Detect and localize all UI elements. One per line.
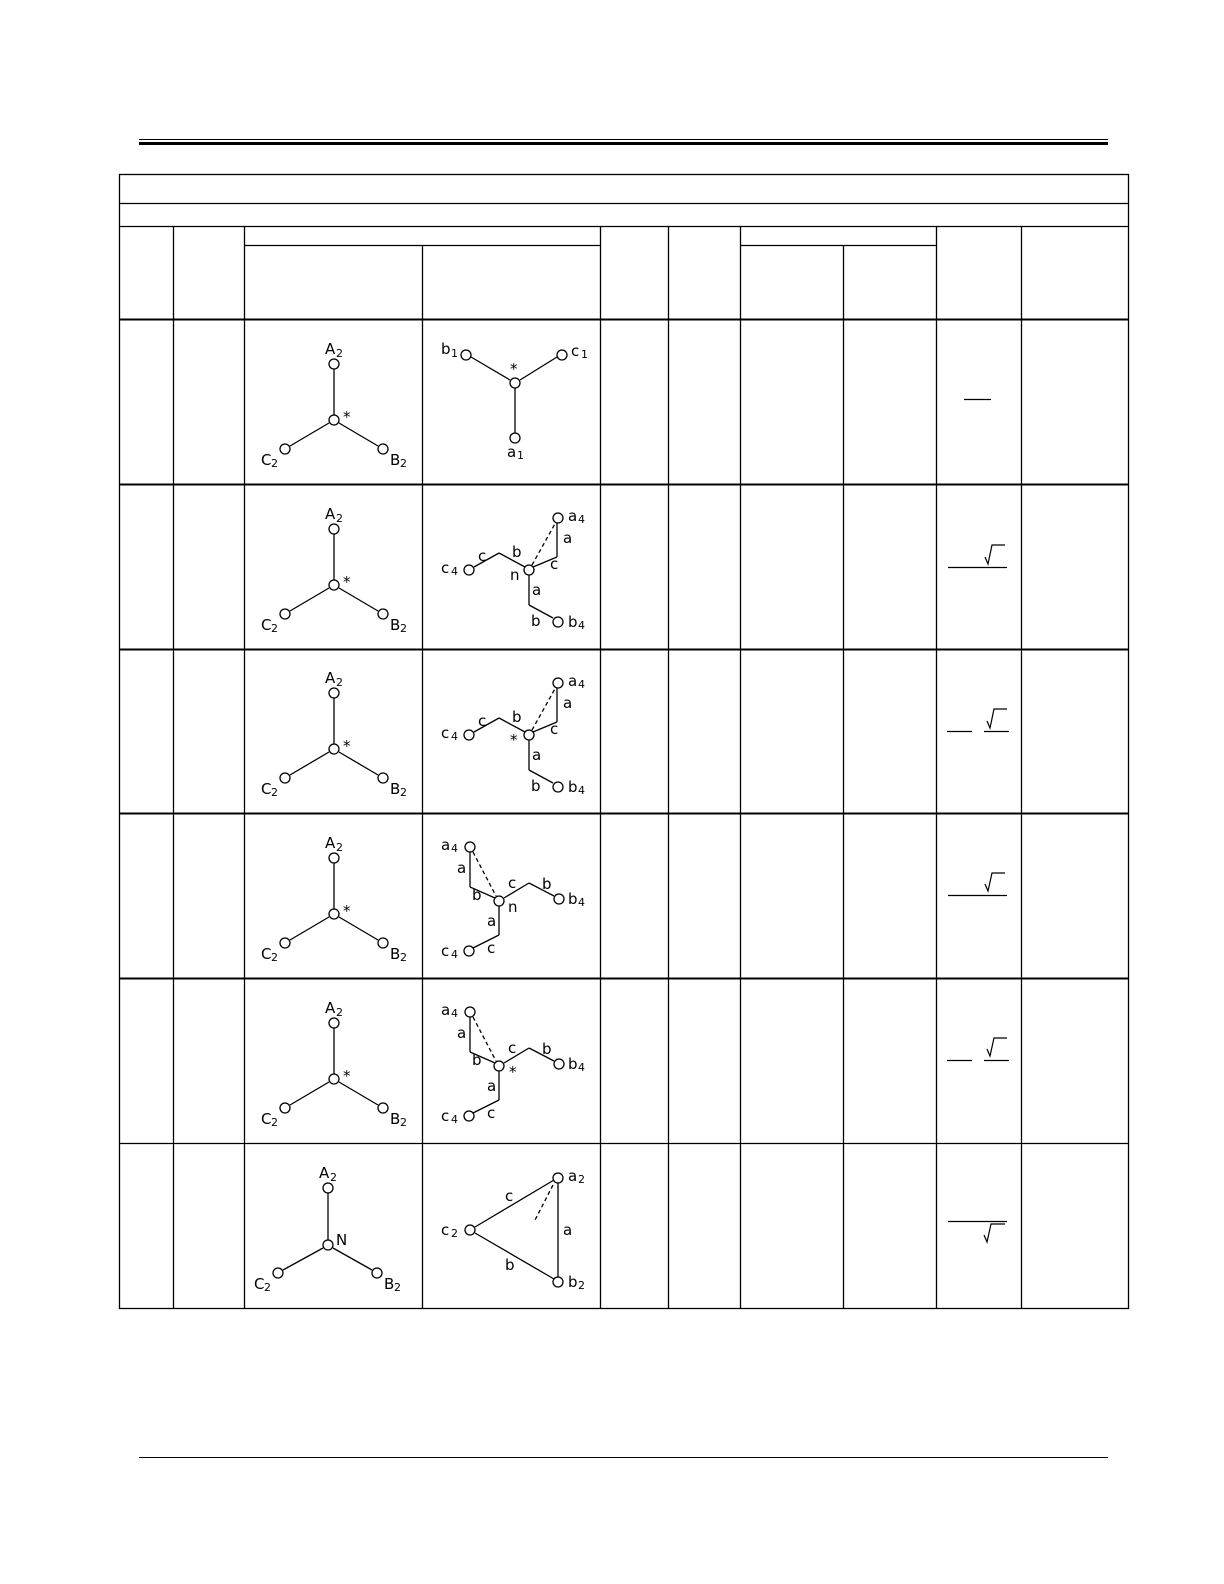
svg-text:a: a [441,836,451,854]
svg-text:b: b [531,612,541,630]
svg-text:b: b [568,1273,578,1291]
svg-text:1: 1 [581,348,588,361]
svg-text:c: c [478,547,487,565]
radical-fraction [947,1038,1009,1061]
row-4 [261,834,1007,964]
svg-text:B: B [390,616,401,634]
primary-diagram [261,669,407,799]
svg-text:c: c [550,720,559,738]
svg-text:a: a [487,1077,497,1095]
svg-text:A: A [319,1164,330,1182]
svg-text:2: 2 [336,347,343,360]
svg-text:c: c [441,1107,450,1125]
svg-text:B: B [384,1275,395,1293]
svg-text:*: * [343,737,351,755]
svg-text:4: 4 [451,1007,458,1020]
secondary-diagram [441,340,588,462]
svg-text:c: c [508,874,517,892]
row-6 [254,1164,1007,1294]
svg-text:4: 4 [578,619,585,632]
radical-fraction [948,873,1007,896]
svg-text:4: 4 [578,513,585,526]
label-star: * [343,408,351,426]
svg-text:*: * [343,1067,351,1085]
secondary-diagram [441,836,585,961]
svg-text:C: C [261,616,272,634]
svg-text:b: b [568,1055,578,1073]
svg-text:*: * [509,1063,517,1081]
svg-text:2: 2 [271,786,278,799]
svg-text:4: 4 [578,678,585,691]
svg-text:2: 2 [400,786,407,799]
svg-text:4: 4 [451,565,458,578]
svg-text:c: c [487,939,496,957]
svg-text:a: a [568,1167,578,1185]
svg-text:4: 4 [578,1061,585,1074]
svg-text:c: c [441,942,450,960]
secondary-diagram [441,1001,585,1126]
svg-text:2: 2 [271,1116,278,1129]
svg-text:A: A [325,999,336,1017]
label-neutral: N [336,1231,348,1249]
row-5 [261,999,1009,1129]
svg-text:2: 2 [400,457,407,470]
table-grid [119,175,1129,1309]
svg-text:b: b [512,708,522,726]
label-a2: A [325,340,336,358]
svg-text:c: c [478,712,487,730]
svg-text:A: A [325,834,336,852]
svg-text:2: 2 [336,841,343,854]
svg-text:B: B [390,780,401,798]
primary-diagram [261,505,407,635]
svg-text:2: 2 [271,457,278,470]
svg-text:4: 4 [451,842,458,855]
svg-text:B: B [390,945,401,963]
svg-text:c: c [505,1187,514,1205]
svg-text:c: c [441,724,450,742]
label-b2: B [390,451,401,469]
radical-fraction [948,1222,1007,1243]
label-star: * [510,360,518,378]
svg-text:C: C [261,1110,272,1128]
svg-text:2: 2 [271,951,278,964]
svg-text:A: A [325,505,336,523]
primary-diagram [261,999,407,1129]
svg-text:c: c [550,555,559,573]
svg-text:b: b [568,778,578,796]
row-2 [261,505,1007,635]
svg-text:a: a [563,529,573,547]
svg-text:a: a [563,1221,573,1239]
primary-diagram [254,1164,401,1294]
row-3 [261,669,1009,799]
svg-text:a: a [457,1024,467,1042]
label-a1: a [507,443,517,461]
svg-text:c: c [441,1221,450,1239]
node-a2 [329,359,339,369]
svg-text:2: 2 [400,951,407,964]
svg-text:C: C [261,780,272,798]
label-b1: b [441,340,451,358]
svg-text:2: 2 [336,1006,343,1019]
row-1 [261,340,991,470]
svg-text:2: 2 [394,1281,401,1294]
svg-text:b: b [472,886,482,904]
svg-text:2: 2 [578,1173,585,1186]
label-c1: c [571,342,580,360]
svg-text:a: a [532,746,542,764]
svg-text:2: 2 [330,1171,337,1184]
svg-text:4: 4 [451,730,458,743]
svg-text:a: a [568,672,578,690]
radical-fraction [947,709,1009,732]
node-neutral [329,415,339,425]
svg-text:2: 2 [264,1281,271,1294]
svg-text:c: c [487,1104,496,1122]
svg-text:2: 2 [400,1116,407,1129]
svg-text:4: 4 [451,1113,458,1126]
svg-text:4: 4 [578,784,585,797]
svg-text:4: 4 [578,896,585,909]
node-b2 [378,444,388,454]
svg-text:C: C [261,945,272,963]
svg-text:C: C [254,1275,265,1293]
svg-text:b: b [542,1040,552,1058]
svg-text:2: 2 [336,676,343,689]
svg-text:b: b [542,875,552,893]
label-c4: c [441,559,450,577]
svg-text:a: a [487,912,497,930]
svg-text:a: a [441,1001,451,1019]
primary-diagram [261,834,407,964]
svg-text:*: * [343,902,351,920]
svg-text:2: 2 [271,622,278,635]
secondary-diagram [441,507,585,632]
label-a4: a [568,507,578,525]
svg-text:*: * [510,731,518,749]
svg-text:b: b [531,777,541,795]
svg-text:a: a [532,581,542,599]
secondary-diagram [441,1167,585,1292]
svg-text:A: A [325,669,336,687]
svg-text:a: a [563,694,573,712]
svg-text:1: 1 [517,449,524,462]
svg-text:2: 2 [336,512,343,525]
svg-text:a: a [457,859,467,877]
svg-text:2: 2 [578,1279,585,1292]
svg-text:*: * [343,573,351,591]
svg-text:b: b [512,543,522,561]
node-c2 [280,444,290,454]
svg-text:B: B [390,1110,401,1128]
radical-fraction [948,545,1007,568]
svg-text:b: b [472,1051,482,1069]
primary-diagram [261,340,407,470]
svg-text:c: c [508,1039,517,1057]
label-neutral: n [510,566,520,584]
svg-text:n: n [508,898,518,916]
svg-text:4: 4 [451,948,458,961]
label-b4: b [568,613,578,631]
svg-text:b: b [568,890,578,908]
svg-text:b: b [505,1256,515,1274]
svg-text:1: 1 [451,347,458,360]
svg-text:2: 2 [451,1227,458,1240]
label-c2: C [261,451,272,469]
svg-text:2: 2 [400,622,407,635]
secondary-diagram [441,672,585,797]
